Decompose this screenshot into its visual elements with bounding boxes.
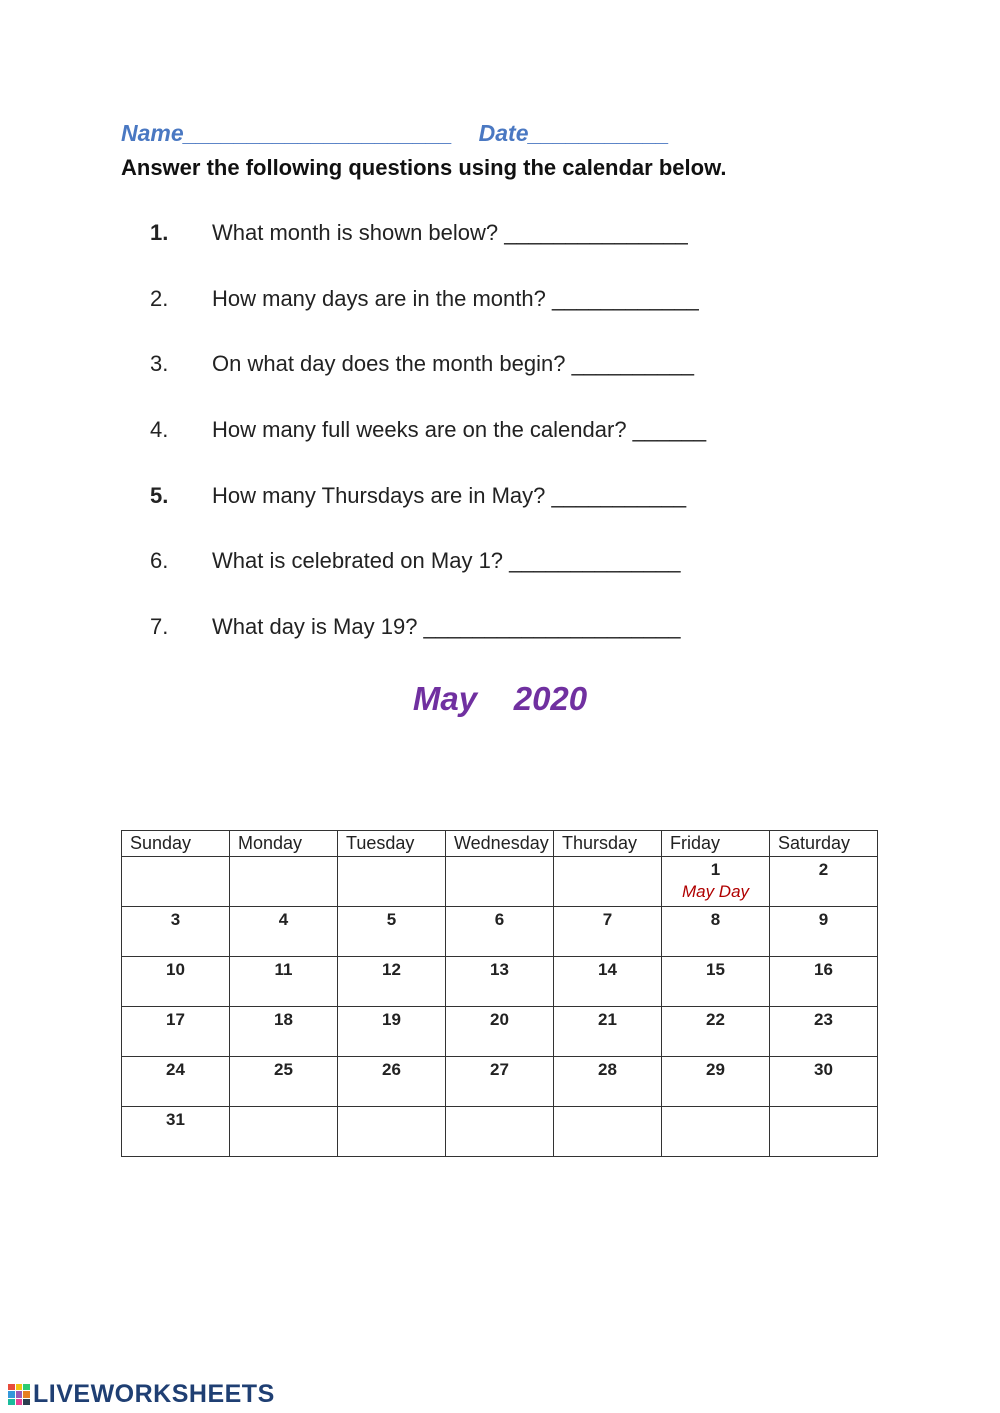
day-number: 15 <box>706 960 725 979</box>
logo-text: LIVEWORKSHEETS <box>33 1380 275 1408</box>
logo-square <box>8 1399 15 1406</box>
weekday-header: Saturday <box>770 831 878 857</box>
liveworksheets-logo <box>8 1380 275 1409</box>
day-number: 28 <box>598 1060 617 1079</box>
student-header <box>121 120 689 147</box>
day-number: 6 <box>494 910 505 929</box>
weekday-header: Thursday <box>554 831 662 857</box>
question-text: What day is May 19? _____________________ <box>212 614 681 640</box>
day-number: 22 <box>706 1010 725 1029</box>
question-number: 6. <box>150 548 169 574</box>
weekday-header: Tuesday <box>338 831 446 857</box>
day-number: 9 <box>818 910 829 929</box>
calendar-day-cell <box>446 857 554 907</box>
calendar-day-cell <box>554 907 662 957</box>
logo-square <box>16 1391 23 1398</box>
day-number: 24 <box>166 1060 185 1079</box>
logo-mark-icon <box>8 1384 30 1406</box>
name-field-label: Name_____________________ <box>121 120 453 146</box>
logo-square <box>23 1391 30 1398</box>
calendar-day-cell <box>662 1007 770 1057</box>
logo-square <box>8 1384 15 1391</box>
calendar-day-cell <box>446 1107 554 1157</box>
day-number: 19 <box>382 1010 401 1029</box>
weekday-header: Friday <box>662 831 770 857</box>
logo-square <box>16 1399 23 1406</box>
calendar-day-cell <box>122 1057 230 1107</box>
calendar-day-cell <box>770 1007 878 1057</box>
day-number: 23 <box>814 1010 833 1029</box>
calendar-body <box>122 857 878 1157</box>
question-item <box>150 220 850 286</box>
calendar-day-cell <box>338 957 446 1007</box>
day-number: 25 <box>274 1060 293 1079</box>
day-number: 14 <box>598 960 617 979</box>
calendar-day-cell <box>338 857 446 907</box>
calendar-day-cell <box>554 957 662 1007</box>
calendar-day-cell <box>662 1057 770 1107</box>
calendar-day-cell <box>122 907 230 957</box>
instructions: Answer the following questions using the calendar below. <box>121 155 727 180</box>
logo-square <box>8 1391 15 1398</box>
question-list <box>150 220 850 680</box>
day-number: 5 <box>386 910 397 929</box>
calendar-week-row <box>122 1007 878 1057</box>
weekday-header: Monday <box>230 831 338 857</box>
question-number: 5. <box>150 482 169 508</box>
question-item <box>150 548 850 614</box>
calendar-day-cell <box>122 1107 230 1157</box>
calendar-week-row <box>122 907 878 957</box>
calendar-day-cell <box>230 1007 338 1057</box>
day-number: 10 <box>166 960 185 979</box>
calendar-day-cell <box>446 1007 554 1057</box>
calendar-day-cell <box>662 857 770 907</box>
calendar-day-cell <box>338 1057 446 1107</box>
calendar-day-cell <box>122 857 230 907</box>
question-item <box>150 286 850 352</box>
holiday-label: May Day <box>681 882 750 901</box>
day-number: 21 <box>598 1010 617 1029</box>
day-number: 12 <box>382 960 401 979</box>
calendar-day-cell <box>770 857 878 907</box>
day-number: 31 <box>166 1110 185 1129</box>
question-number: 1. <box>150 220 169 245</box>
calendar-day-cell <box>338 907 446 957</box>
weekday-header: Sunday <box>122 831 230 857</box>
calendar-day-cell <box>446 1057 554 1107</box>
calendar-week-row <box>122 857 878 907</box>
day-number: 17 <box>166 1010 185 1029</box>
question-number: 4. <box>150 417 169 443</box>
day-number: 29 <box>706 1060 725 1079</box>
question-text: How many Thursdays are in May? ___________ <box>212 482 687 508</box>
calendar-week-row <box>122 1057 878 1107</box>
calendar-day-cell <box>662 907 770 957</box>
question-number: 7. <box>150 614 169 640</box>
calendar-header-row <box>122 831 878 857</box>
calendar-day-cell <box>446 957 554 1007</box>
question-text: What is celebrated on May 1? ______________ <box>212 548 681 574</box>
day-number: 27 <box>490 1060 509 1079</box>
weekday-header: Wednesday <box>446 831 554 857</box>
calendar-day-cell <box>770 1057 878 1107</box>
question-text: How many full weeks are on the calendar? ______ <box>212 417 707 443</box>
calendar-day-cell <box>554 1007 662 1057</box>
day-number: 3 <box>170 910 181 929</box>
calendar-table <box>121 830 878 1157</box>
calendar-week-row <box>122 1107 878 1157</box>
day-number: 20 <box>490 1010 509 1029</box>
calendar-day-cell <box>338 1007 446 1057</box>
calendar-day-cell <box>230 857 338 907</box>
day-number: 26 <box>382 1060 401 1079</box>
day-number: 1 <box>710 860 721 879</box>
calendar-day-cell <box>662 957 770 1007</box>
calendar-title: May 2020 <box>412 680 588 717</box>
day-number: 4 <box>278 910 289 929</box>
day-number: 18 <box>274 1010 293 1029</box>
calendar-day-cell <box>122 1007 230 1057</box>
calendar-week-row <box>122 957 878 1007</box>
calendar-day-cell <box>230 1057 338 1107</box>
calendar-day-cell <box>554 857 662 907</box>
day-number: 8 <box>710 910 721 929</box>
calendar-day-cell <box>770 1107 878 1157</box>
calendar-day-cell <box>230 907 338 957</box>
day-number: 11 <box>274 960 293 979</box>
question-item <box>150 351 850 417</box>
question-number: 2. <box>150 285 169 311</box>
day-number: 13 <box>490 960 509 979</box>
calendar-day-cell <box>122 957 230 1007</box>
calendar-day-cell <box>230 1107 338 1157</box>
calendar-day-cell <box>446 907 554 957</box>
calendar-day-cell <box>770 957 878 1007</box>
question-number: 3. <box>150 351 169 377</box>
question-text: On what day does the month begin? __________ <box>212 351 694 377</box>
question-text: How many days are in the month? ____________ <box>212 285 699 311</box>
date-field-label: Date___________ <box>478 120 670 146</box>
logo-square <box>23 1399 30 1406</box>
day-number: 2 <box>818 860 829 879</box>
question-item <box>150 483 850 549</box>
calendar-day-cell <box>770 907 878 957</box>
question-item <box>150 417 850 483</box>
day-number: 30 <box>814 1060 833 1079</box>
logo-square <box>23 1384 30 1391</box>
calendar-day-cell <box>230 957 338 1007</box>
day-number: 16 <box>814 960 833 979</box>
day-number: 7 <box>602 910 613 929</box>
logo-square <box>16 1384 23 1391</box>
calendar-day-cell <box>662 1107 770 1157</box>
calendar-day-cell <box>554 1057 662 1107</box>
calendar-day-cell <box>554 1107 662 1157</box>
question-item <box>150 614 850 680</box>
question-text: What month is shown below? _______________ <box>212 220 688 245</box>
calendar-day-cell <box>338 1107 446 1157</box>
